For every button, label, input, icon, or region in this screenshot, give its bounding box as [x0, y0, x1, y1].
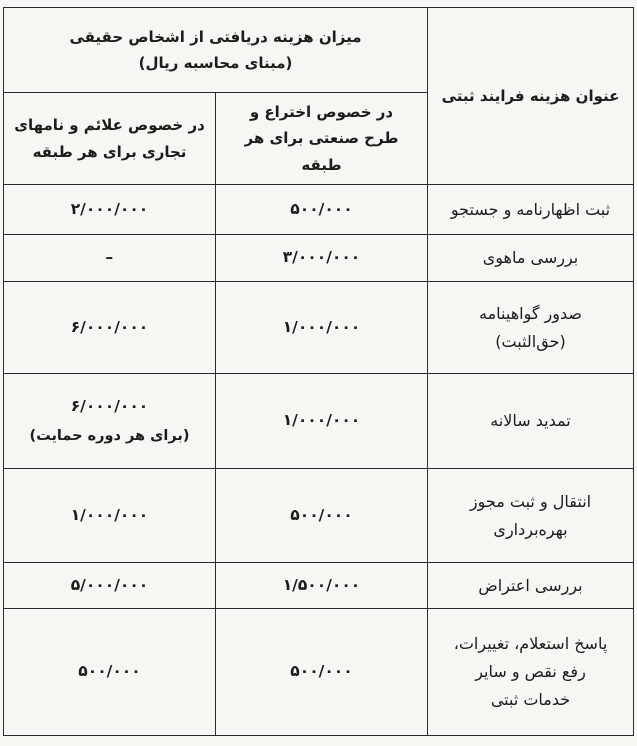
trademark-fee [4, 609, 216, 736]
row-title-line: بهره‌برداری [493, 519, 568, 539]
invention-fee-value: ۱/۰۰۰/۰۰۰ [282, 411, 361, 430]
invention-fee [216, 563, 428, 609]
row-title [428, 185, 634, 235]
invention-fee [216, 235, 428, 282]
trademark-fee-value: – [105, 248, 114, 267]
invention-fee-value: ۱/۰۰۰/۰۰۰ [282, 317, 361, 336]
header-invention-line1: در خصوص اختراع و [249, 103, 394, 122]
row-title-line: ثبت اظهارنامه و جستجو [450, 199, 611, 219]
header-title-text: عنوان هزینه فرایند ثبتی [441, 86, 620, 105]
invention-fee [216, 374, 428, 469]
row-title-line: خدمات ثبتی [490, 690, 571, 709]
invention-fee-value: ۵۰۰/۰۰۰ [290, 662, 353, 681]
trademark-fee [4, 563, 216, 609]
header-fee-group [4, 8, 428, 93]
trademark-fee-value: ۶/۰۰۰/۰۰۰ [70, 396, 149, 415]
header-title-column [428, 8, 634, 185]
table-row [4, 185, 634, 235]
row-title-line: انتقال و ثبت مجوز [469, 491, 592, 511]
table-row [4, 469, 634, 563]
invention-fee [216, 469, 428, 563]
table-row [4, 609, 634, 736]
invention-fee [216, 609, 428, 736]
row-title-line: پاسخ استعلام، تغییرات، [453, 634, 608, 653]
row-title [428, 469, 634, 563]
row-title [428, 609, 634, 736]
header-trademark-line2: تجاری برای هر طبقه [32, 142, 187, 161]
trademark-fee [4, 374, 216, 469]
invention-fee-value: ۵۰۰/۰۰۰ [290, 199, 353, 218]
invention-fee-value: ۵۰۰/۰۰۰ [290, 505, 353, 524]
row-title-line: بررسی ماهوی [482, 248, 579, 267]
invention-fee-value: ۱/۵۰۰/۰۰۰ [282, 575, 361, 594]
table-row [4, 374, 634, 469]
fee-table [3, 7, 634, 736]
header-invention-line2: طرح صنعتی برای هر طبقه [244, 129, 399, 174]
invention-fee [216, 282, 428, 374]
header-trademark-column [4, 93, 216, 185]
trademark-fee [4, 282, 216, 374]
header-group-line2: (مبنای محاسبه ریال) [138, 54, 293, 72]
row-title [428, 563, 634, 609]
invention-fee [216, 185, 428, 235]
row-title [428, 235, 634, 282]
row-title-line: بررسی اعتراض [478, 575, 583, 595]
row-title-line: رفع نقص و سایر [475, 662, 586, 681]
row-title-line: (حق‌الثبت) [495, 331, 566, 351]
row-title [428, 374, 634, 469]
table-row [4, 563, 634, 609]
trademark-fee [4, 235, 216, 282]
trademark-fee-note: (برای هر دوره حمایت) [29, 427, 190, 444]
trademark-fee [4, 185, 216, 235]
trademark-fee-value: ۵/۰۰۰/۰۰۰ [70, 575, 149, 594]
header-group-line1: میزان هزینه دریافتی از اشخاص حقیقی [69, 27, 362, 46]
table-row [4, 235, 634, 282]
trademark-fee-value: ۲/۰۰۰/۰۰۰ [70, 199, 149, 218]
trademark-fee-value: ۶/۰۰۰/۰۰۰ [70, 317, 149, 336]
row-title-line: صدور گواهینامه [479, 303, 582, 323]
row-title-line: تمدید سالانه [490, 411, 571, 430]
header-invention-column [216, 93, 428, 185]
header-trademark-line1: در خصوص علائم و نامهای [14, 116, 205, 135]
header-row-group [4, 8, 634, 93]
table-row [4, 282, 634, 374]
invention-fee-value: ۳/۰۰۰/۰۰۰ [282, 248, 361, 267]
row-title [428, 282, 634, 374]
trademark-fee-value: ۵۰۰/۰۰۰ [78, 662, 141, 681]
trademark-fee [4, 469, 216, 563]
trademark-fee-value: ۱/۰۰۰/۰۰۰ [70, 505, 149, 524]
